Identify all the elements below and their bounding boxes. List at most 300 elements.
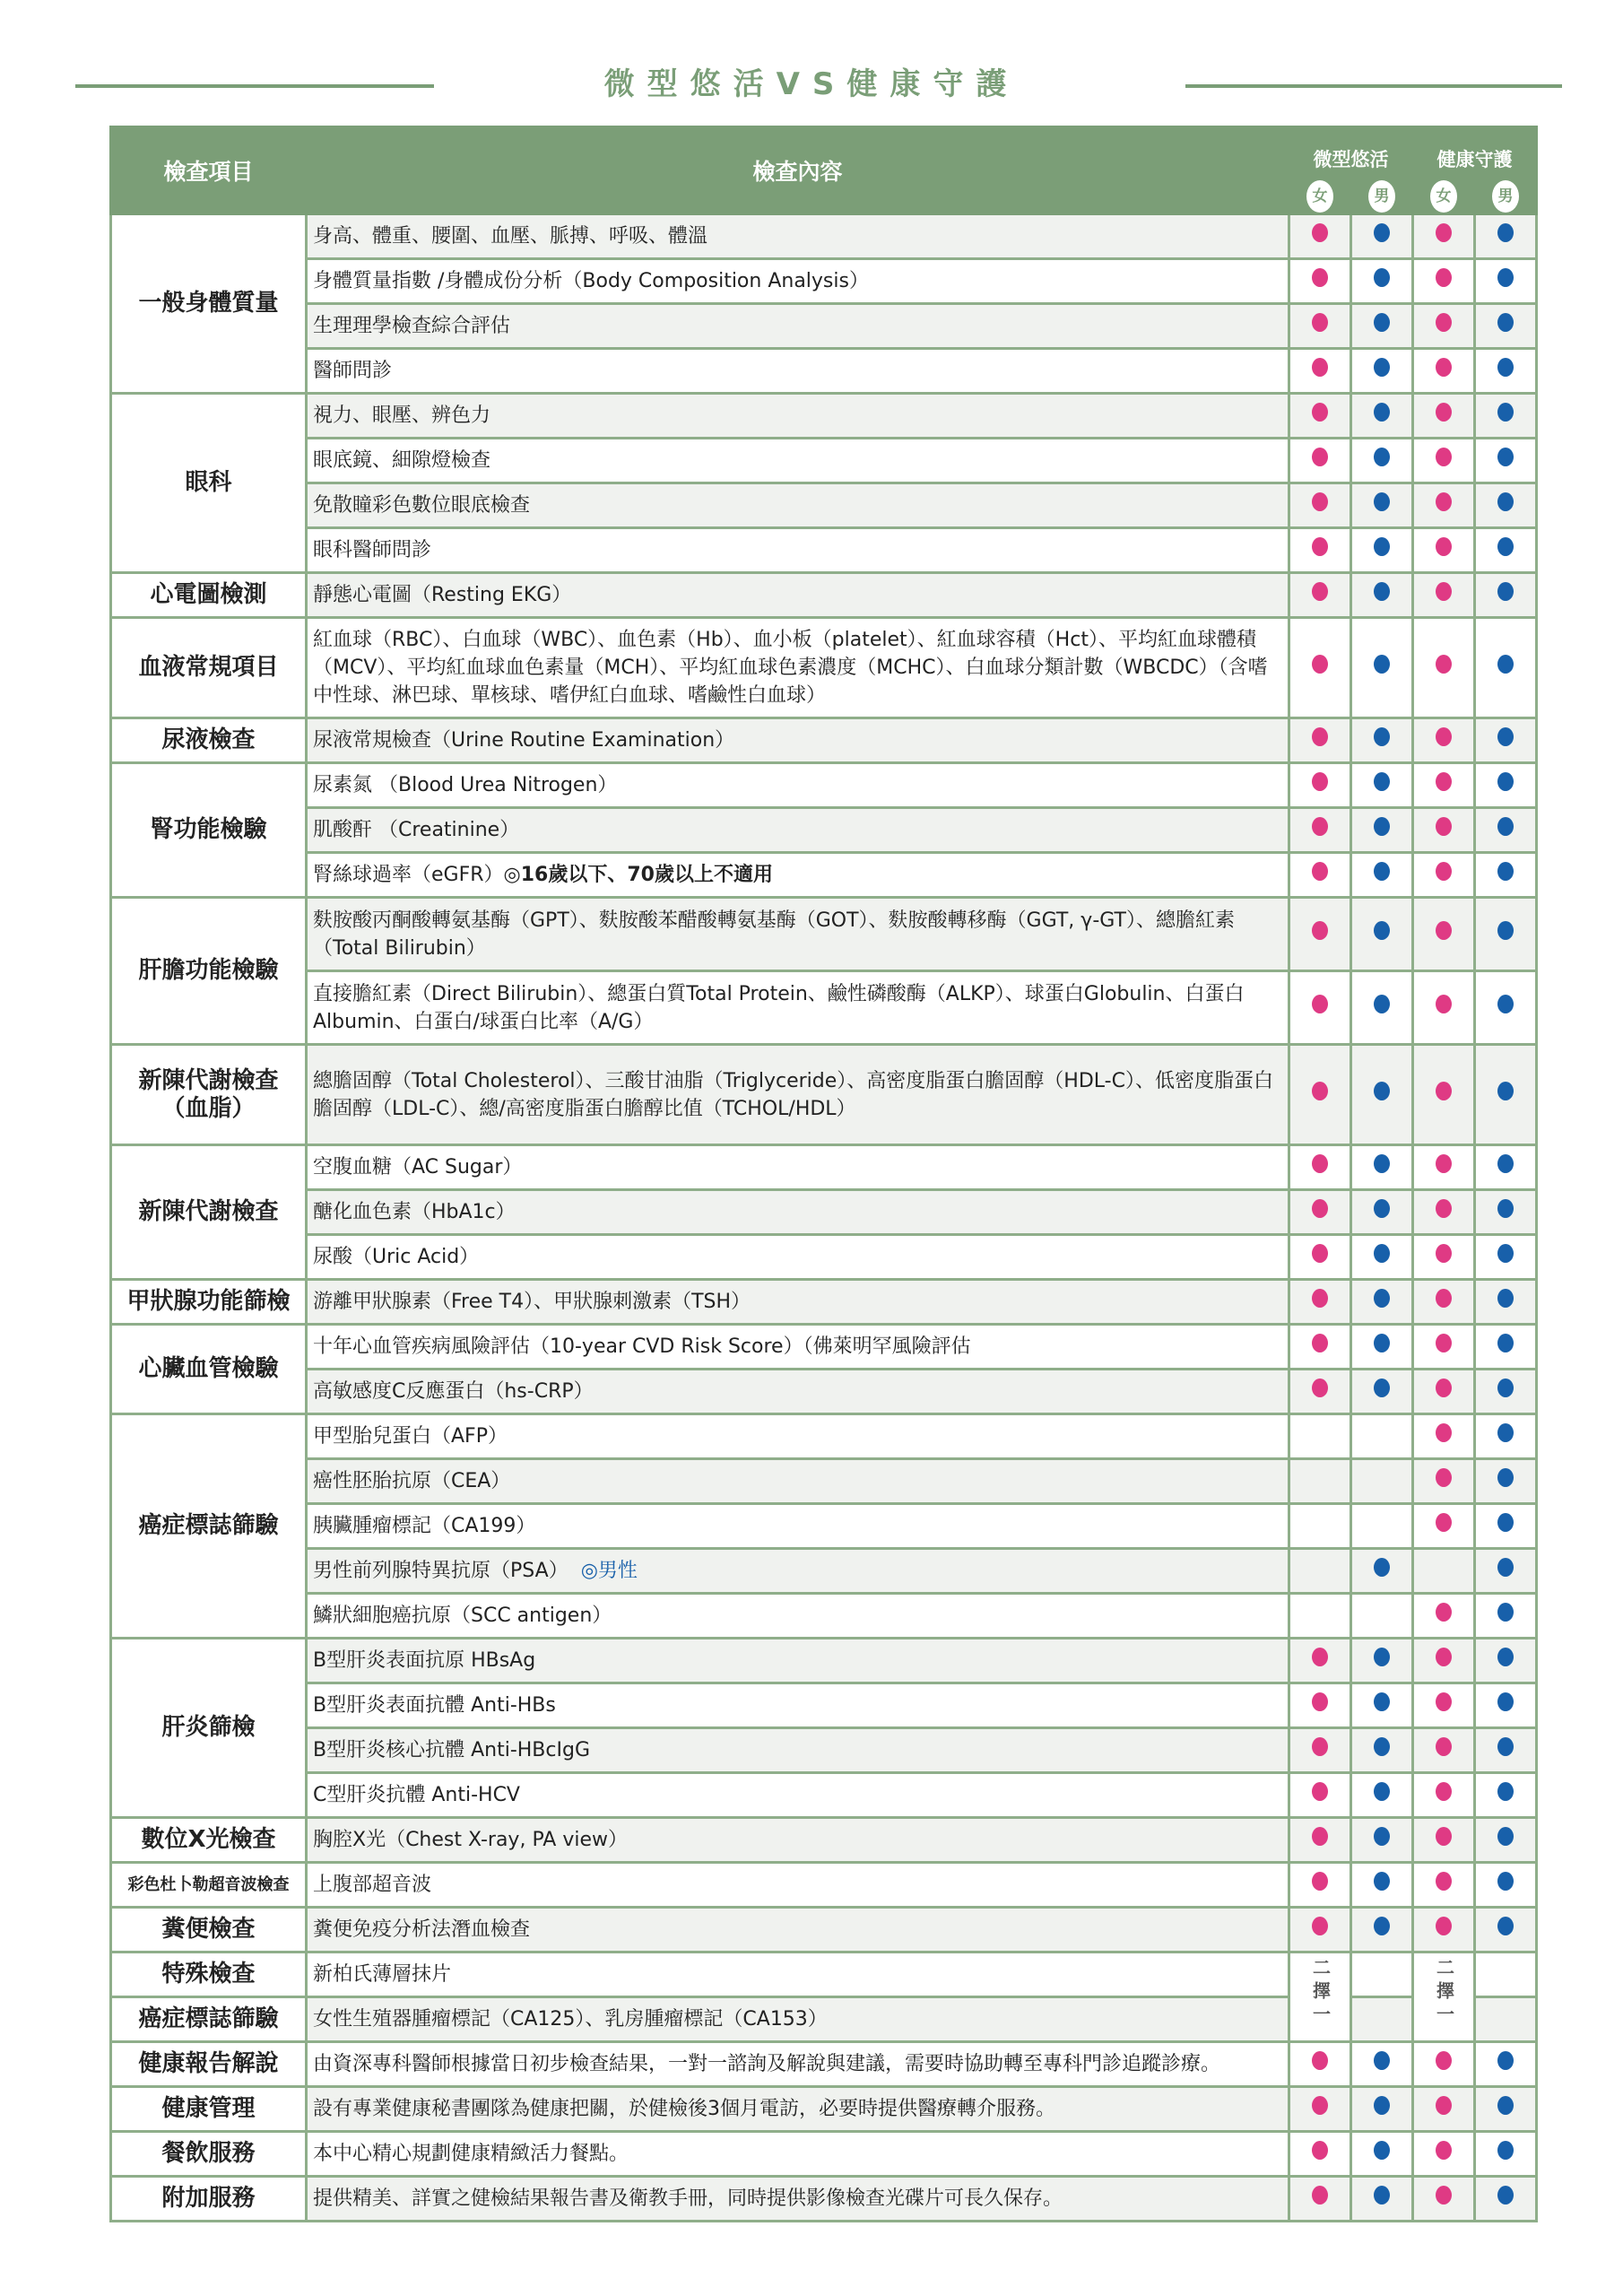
female-badge: 女 <box>1306 180 1333 213</box>
male-dot-icon <box>1497 1154 1514 1173</box>
mark-cell <box>1475 2132 1537 2177</box>
table-row <box>111 1728 1537 1773</box>
male-dot-icon <box>1374 492 1390 511</box>
table-row <box>111 763 1537 808</box>
table-row <box>111 1045 1537 1145</box>
mark-cell <box>1475 1235 1537 1280</box>
mark-cell <box>1289 1952 1351 2042</box>
content-cell <box>307 808 1289 853</box>
mark-cell <box>1475 259 1537 304</box>
male-dot-icon <box>1497 655 1514 674</box>
mark-cell <box>1475 1325 1537 1370</box>
male-dot-icon <box>1497 1603 1514 1622</box>
item-text: B型肝炎核心抗體 Anti-HBcIgG <box>313 1739 590 1761</box>
category-cell: 肝膽功能檢驗 <box>111 898 307 1045</box>
item-text: 總膽固醇（Total Cholesterol）、三酸甘油脂（Triglyceride）、高密度脂蛋白膽固醇（HDL-C）、低密度脂蛋白膽固醇（LDL-C）、總/高密度脂蛋白膽醇比值（TCHOL/HDL） <box>313 1069 1273 1120</box>
table-row <box>111 718 1537 763</box>
table-row <box>111 1683 1537 1728</box>
mark-cell <box>1413 483 1475 528</box>
mark-cell <box>1351 1280 1413 1325</box>
content-cell <box>307 763 1289 808</box>
mark-cell <box>1351 1235 1413 1280</box>
female-dot-icon <box>1436 1737 1452 1756</box>
mark-cell <box>1289 214 1351 259</box>
mark-cell <box>1351 1997 1413 2042</box>
male-dot-icon <box>1374 582 1390 601</box>
male-dot-icon <box>1497 1244 1514 1263</box>
content-cell <box>307 898 1289 971</box>
item-text: 新柏氏薄層抹片 <box>313 1963 452 1986</box>
mark-cell <box>1351 573 1413 618</box>
content-cell <box>307 1280 1289 1325</box>
item-text: C型肝炎抗體 Anti-HCV <box>313 1784 520 1806</box>
mark-cell <box>1351 214 1413 259</box>
mark-cell <box>1289 1504 1351 1549</box>
mark-cell <box>1351 1549 1413 1594</box>
mark-cell <box>1289 394 1351 439</box>
female-dot-icon <box>1436 1334 1452 1352</box>
male-dot-icon <box>1497 995 1514 1013</box>
female-dot-icon <box>1312 2141 1328 2160</box>
female-dot-icon <box>1312 358 1328 377</box>
mark-cell <box>1475 1773 1537 1818</box>
mark-cell <box>1475 2177 1537 2222</box>
mark-cell <box>1475 1190 1537 1235</box>
mark-cell <box>1289 1683 1351 1728</box>
table-row <box>111 1280 1537 1325</box>
female-badge: 女 <box>1430 180 1457 213</box>
mark-cell <box>1475 1459 1537 1504</box>
mark-cell <box>1475 1908 1537 1952</box>
mark-cell <box>1289 349 1351 394</box>
female-dot-icon <box>1436 862 1452 881</box>
content-cell <box>307 1504 1289 1549</box>
item-text: 上腹部超音波 <box>313 1874 432 1896</box>
mark-cell <box>1289 1773 1351 1818</box>
item-note: ◎16歲以下、70歲以上不適用 <box>503 864 773 886</box>
table-row <box>111 1325 1537 1370</box>
mark-cell <box>1351 1728 1413 1773</box>
male-dot-icon <box>1374 1737 1390 1756</box>
mark-cell <box>1351 1145 1413 1190</box>
mark-cell <box>1413 718 1475 763</box>
female-dot-icon <box>1312 1692 1328 1711</box>
female-dot-icon <box>1436 772 1452 791</box>
category-cell: 數位X光檢查 <box>111 1818 307 1863</box>
mark-cell <box>1413 1908 1475 1952</box>
item-text: 身體質量指數 /身體成份分析（Body Composition Analysis） <box>313 270 869 292</box>
item-text: 癌性胚胎抗原（CEA） <box>313 1470 511 1492</box>
female-dot-icon <box>1312 1082 1328 1100</box>
mark-cell <box>1289 808 1351 853</box>
female-dot-icon <box>1436 537 1452 556</box>
table-row <box>111 1773 1537 1818</box>
female-dot-icon <box>1312 817 1328 836</box>
mark-cell <box>1351 1190 1413 1235</box>
mark-cell <box>1413 349 1475 394</box>
content-cell <box>307 1459 1289 1504</box>
female-dot-icon <box>1436 2186 1452 2205</box>
mark-cell <box>1413 853 1475 898</box>
mark-cell <box>1351 2042 1413 2087</box>
female-dot-icon <box>1436 1423 1452 1442</box>
mark-cell <box>1413 259 1475 304</box>
mark-cell <box>1289 528 1351 573</box>
content-cell <box>307 1952 1289 1997</box>
mark-cell <box>1351 718 1413 763</box>
content-cell <box>307 2132 1289 2177</box>
female-dot-icon <box>1436 2051 1452 2070</box>
category-cell: 彩色杜卜勒超音波檢查 <box>111 1863 307 1908</box>
mark-cell <box>1475 1145 1537 1190</box>
item-text: 提供精美、詳實之健檢結果報告書及衛教手冊，同時提供影像檢查光碟片可長久保存。 <box>313 2187 1063 2210</box>
content-cell <box>307 2042 1289 2087</box>
female-dot-icon <box>1312 2096 1328 2115</box>
table-row <box>111 1639 1537 1683</box>
female-dot-icon <box>1312 1782 1328 1801</box>
category-cell: 甲狀腺功能篩檢 <box>111 1280 307 1325</box>
mark-cell <box>1351 2132 1413 2177</box>
title-line-right <box>1185 84 1562 88</box>
mark-cell <box>1413 304 1475 349</box>
male-dot-icon <box>1497 1334 1514 1352</box>
male-dot-icon <box>1497 1782 1514 1801</box>
mark-cell <box>1351 528 1413 573</box>
female-dot-icon <box>1312 1872 1328 1891</box>
mark-cell <box>1413 1773 1475 1818</box>
mark-cell <box>1475 898 1537 971</box>
female-dot-icon <box>1312 655 1328 674</box>
female-dot-icon <box>1436 448 1452 466</box>
item-text: B型肝炎表面抗體 Anti-HBs <box>313 1694 556 1717</box>
content-cell <box>307 618 1289 718</box>
content-cell <box>307 1414 1289 1459</box>
mark-cell <box>1351 349 1413 394</box>
item-text: 尿液常規檢查（Urine Routine Examination） <box>313 729 735 752</box>
male-dot-icon <box>1497 2186 1514 2205</box>
mark-cell <box>1351 2087 1413 2132</box>
content-cell <box>307 259 1289 304</box>
item-text: 鱗狀細胞癌抗原（SCC antigen） <box>313 1605 612 1627</box>
content-cell <box>307 1683 1289 1728</box>
table-row <box>111 483 1537 528</box>
mark-cell <box>1413 1235 1475 1280</box>
mark-cell <box>1289 1549 1351 1594</box>
mark-cell <box>1413 1280 1475 1325</box>
category-cell: 特殊檢查 <box>111 1952 307 1997</box>
mark-cell <box>1413 1370 1475 1414</box>
item-text: 胸腔X光（Chest X-ray, PA view） <box>313 1829 629 1851</box>
item-note: ◎男性 <box>580 1560 638 1582</box>
header-plan2: 健康守護 <box>1413 127 1537 174</box>
male-dot-icon <box>1374 921 1390 940</box>
male-dot-icon <box>1374 537 1390 556</box>
female-dot-icon <box>1436 1244 1452 1263</box>
mark-cell <box>1413 1818 1475 1863</box>
category-cell: 健康管理 <box>111 2087 307 2132</box>
mark-cell <box>1413 1414 1475 1459</box>
male-dot-icon <box>1374 1648 1390 1666</box>
mark-cell <box>1351 1414 1413 1459</box>
female-dot-icon <box>1312 313 1328 332</box>
category-cell: 癌症標誌篩驗 <box>111 1997 307 2042</box>
female-dot-icon <box>1312 1199 1328 1218</box>
female-dot-icon <box>1436 2096 1452 2115</box>
item-text: 設有專業健康秘書團隊為健康把關，於健檢後3個月電訪，必要時提供醫療轉介服務。 <box>313 2098 1055 2120</box>
mark-cell <box>1475 971 1537 1045</box>
male-dot-icon <box>1497 2096 1514 2115</box>
male-dot-icon <box>1374 995 1390 1013</box>
table-row <box>111 1145 1537 1190</box>
mark-cell <box>1289 1045 1351 1145</box>
category-cell: 腎功能檢驗 <box>111 763 307 898</box>
item-text: 空腹血糖（AC Sugar） <box>313 1156 523 1178</box>
male-dot-icon <box>1374 1334 1390 1352</box>
mark-cell <box>1475 349 1537 394</box>
mark-cell <box>1289 971 1351 1045</box>
male-dot-icon <box>1497 1082 1514 1100</box>
mark-cell <box>1289 1818 1351 1863</box>
female-dot-icon <box>1436 358 1452 377</box>
male-dot-icon <box>1497 1558 1514 1577</box>
male-dot-icon <box>1497 492 1514 511</box>
mark-cell <box>1413 808 1475 853</box>
female-dot-icon <box>1312 1648 1328 1666</box>
table-row <box>111 1818 1537 1863</box>
female-dot-icon <box>1436 1513 1452 1532</box>
content-cell <box>307 1594 1289 1639</box>
male-dot-icon <box>1497 1378 1514 1397</box>
mark-cell <box>1289 2042 1351 2087</box>
mark-cell <box>1413 394 1475 439</box>
mark-cell <box>1289 1459 1351 1504</box>
table-row <box>111 394 1537 439</box>
male-dot-icon <box>1497 2141 1514 2160</box>
mark-cell <box>1289 853 1351 898</box>
table-row <box>111 1594 1537 1639</box>
mark-cell <box>1413 528 1475 573</box>
item-text: 十年心血管疾病風險評估（10-year CVD Risk Score）（佛萊明罕風險評估 <box>313 1335 971 1358</box>
item-text: 生理理學檢查綜合評估 <box>313 315 511 337</box>
male-dot-icon <box>1374 1244 1390 1263</box>
female-dot-icon <box>1312 1827 1328 1846</box>
content-cell <box>307 1235 1289 1280</box>
mark-cell <box>1351 439 1413 483</box>
mark-cell <box>1289 618 1351 718</box>
category-cell: 糞便檢查 <box>111 1908 307 1952</box>
mark-cell <box>1413 1504 1475 1549</box>
table-row <box>111 528 1537 573</box>
mark-cell <box>1289 1145 1351 1190</box>
female-dot-icon <box>1312 1334 1328 1352</box>
male-dot-icon <box>1374 1154 1390 1173</box>
male-dot-icon <box>1374 268 1390 287</box>
mark-cell <box>1351 1459 1413 1504</box>
mark-cell <box>1351 1683 1413 1728</box>
title-bar <box>0 56 1623 109</box>
content-cell <box>307 2177 1289 2222</box>
female-dot-icon <box>1436 1468 1452 1487</box>
content-cell <box>307 1863 1289 1908</box>
content-cell <box>307 971 1289 1045</box>
table-row <box>111 853 1537 898</box>
content-cell <box>307 853 1289 898</box>
item-text: 免散瞳彩色數位眼底檢查 <box>313 494 531 517</box>
category-cell: 餐飲服務 <box>111 2132 307 2177</box>
male-dot-icon <box>1374 223 1390 242</box>
male-dot-icon <box>1374 1558 1390 1577</box>
mark-cell <box>1289 1728 1351 1773</box>
female-dot-icon <box>1436 223 1452 242</box>
mark-cell <box>1289 304 1351 349</box>
female-dot-icon <box>1436 817 1452 836</box>
mark-cell <box>1413 1863 1475 1908</box>
mark-cell <box>1351 394 1413 439</box>
mark-cell <box>1475 2087 1537 2132</box>
mark-cell <box>1475 763 1537 808</box>
male-dot-icon <box>1374 727 1390 746</box>
mark-cell <box>1351 1045 1413 1145</box>
mark-cell <box>1351 1908 1413 1952</box>
table-row <box>111 1952 1537 1997</box>
item-text: 腎絲球過率（eGFR） <box>313 864 504 886</box>
mark-cell <box>1351 1639 1413 1683</box>
male-dot-icon <box>1497 2051 1514 2070</box>
male-dot-icon <box>1374 1082 1390 1100</box>
item-text: 胰臟腫瘤標記（CA199） <box>313 1515 536 1537</box>
male-dot-icon <box>1374 2141 1390 2160</box>
item-text: 高敏感度C反應蛋白（hs-CRP） <box>313 1380 594 1403</box>
table-row <box>111 1190 1537 1235</box>
male-dot-icon <box>1374 1289 1390 1308</box>
mark-cell <box>1351 1370 1413 1414</box>
male-dot-icon <box>1374 1872 1390 1891</box>
female-dot-icon <box>1436 1154 1452 1173</box>
table-row <box>111 1459 1537 1504</box>
male-dot-icon <box>1497 817 1514 836</box>
mark-cell <box>1475 483 1537 528</box>
content-cell <box>307 573 1289 618</box>
mark-cell <box>1475 1414 1537 1459</box>
female-dot-icon <box>1312 268 1328 287</box>
comparison-table <box>109 126 1538 2222</box>
mark-cell <box>1475 808 1537 853</box>
male-dot-icon <box>1497 1692 1514 1711</box>
male-dot-icon <box>1497 358 1514 377</box>
male-dot-icon <box>1497 1917 1514 1935</box>
male-dot-icon <box>1497 313 1514 332</box>
female-dot-icon <box>1436 1378 1452 1397</box>
mark-cell <box>1475 1594 1537 1639</box>
mark-cell <box>1413 1549 1475 1594</box>
mark-cell <box>1413 2087 1475 2132</box>
female-dot-icon <box>1436 2141 1452 2160</box>
mark-cell <box>1289 483 1351 528</box>
item-text: 甲型胎兒蛋白（AFP） <box>313 1425 508 1448</box>
female-dot-icon <box>1436 1917 1452 1935</box>
mark-cell <box>1413 971 1475 1045</box>
table-row <box>111 2087 1537 2132</box>
male-dot-icon <box>1497 1827 1514 1846</box>
male-dot-icon <box>1497 223 1514 242</box>
male-dot-icon <box>1374 2096 1390 2115</box>
mark-cell <box>1351 853 1413 898</box>
female-dot-icon <box>1312 403 1328 422</box>
item-text: 視力、眼壓、辨色力 <box>313 404 491 427</box>
content-cell <box>307 394 1289 439</box>
male-dot-icon <box>1374 1378 1390 1397</box>
table-row <box>111 439 1537 483</box>
mark-cell <box>1413 439 1475 483</box>
male-dot-icon <box>1374 1199 1390 1218</box>
male-dot-icon <box>1374 2186 1390 2205</box>
male-dot-icon <box>1497 582 1514 601</box>
male-dot-icon <box>1497 537 1514 556</box>
mark-cell <box>1413 573 1475 618</box>
mark-cell <box>1351 1818 1413 1863</box>
category-cell: 肝炎篩檢 <box>111 1639 307 1818</box>
mark-cell <box>1413 214 1475 259</box>
mark-cell <box>1413 1190 1475 1235</box>
mark-cell <box>1289 1863 1351 1908</box>
female-dot-icon <box>1312 1917 1328 1935</box>
female-dot-icon <box>1436 313 1452 332</box>
male-dot-icon <box>1497 1289 1514 1308</box>
mark-cell <box>1475 1728 1537 1773</box>
mark-cell <box>1413 1639 1475 1683</box>
header-item: 檢查項目 <box>111 127 307 214</box>
male-dot-icon <box>1374 1782 1390 1801</box>
content-cell <box>307 1639 1289 1683</box>
mark-cell <box>1475 1683 1537 1728</box>
male-dot-icon <box>1497 921 1514 940</box>
male-dot-icon <box>1374 403 1390 422</box>
content-cell <box>307 528 1289 573</box>
female-dot-icon <box>1436 492 1452 511</box>
mark-cell <box>1289 1280 1351 1325</box>
header-content: 檢查內容 <box>307 127 1289 214</box>
female-dot-icon <box>1312 1244 1328 1263</box>
page-title: 微型悠活VS健康守護 <box>603 66 1020 102</box>
mark-cell <box>1351 1863 1413 1908</box>
mark-cell <box>1413 2177 1475 2222</box>
content-cell <box>307 1908 1289 1952</box>
header-plan1: 微型悠活 <box>1289 127 1413 174</box>
female-dot-icon <box>1312 223 1328 242</box>
mark-cell <box>1413 1952 1475 2042</box>
mark-cell <box>1351 898 1413 971</box>
content-cell <box>307 483 1289 528</box>
mark-cell <box>1289 1639 1351 1683</box>
table-row <box>111 1504 1537 1549</box>
male-dot-icon <box>1497 772 1514 791</box>
female-dot-icon <box>1436 268 1452 287</box>
male-dot-icon <box>1374 862 1390 881</box>
mark-cell <box>1289 1325 1351 1370</box>
table-row <box>111 349 1537 394</box>
item-text: 由資深專科醫師根據當日初步檢查結果，一對一諮詢及解說與建議，需要時協助轉至專科門診追蹤診療。 <box>313 2053 1221 2075</box>
mark-cell <box>1289 1908 1351 1952</box>
female-dot-icon <box>1436 1199 1452 1218</box>
item-text: 糞便免疫分析法潛血檢查 <box>313 1918 531 1941</box>
item-text: 本中心精心規劃健康精緻活力餐點。 <box>313 2143 629 2165</box>
female-dot-icon <box>1436 582 1452 601</box>
male-dot-icon <box>1374 1692 1390 1711</box>
female-dot-icon <box>1312 2051 1328 2070</box>
category-cell: 新陳代謝檢查 <box>111 1145 307 1280</box>
mark-cell <box>1475 304 1537 349</box>
mark-cell <box>1351 259 1413 304</box>
